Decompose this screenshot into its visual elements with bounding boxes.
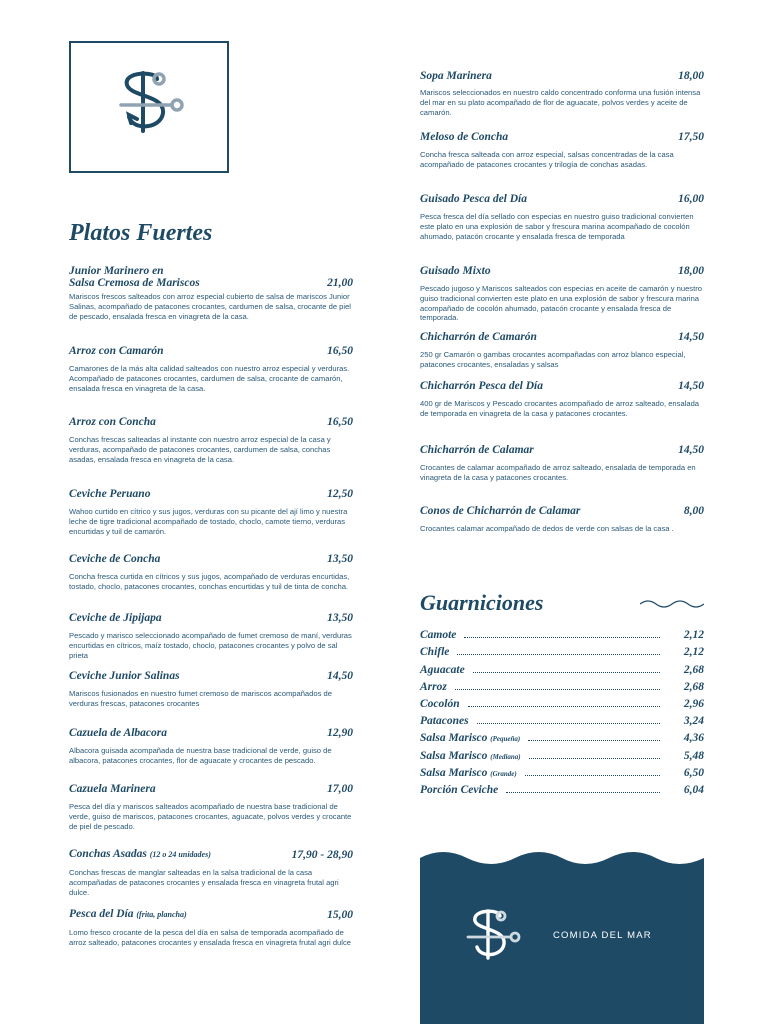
- item-price: 21,00: [327, 277, 353, 289]
- item-price: 13,50: [327, 612, 353, 624]
- item-price: 18,00: [678, 265, 704, 277]
- side-item: [420, 658, 704, 675]
- item-name-text: Conchas Asadas: [69, 848, 147, 860]
- item-name: Ceviche Junior Salinas: [69, 670, 180, 682]
- item-name: Guisado Mixto: [420, 265, 491, 277]
- guarniciones-list: [420, 624, 704, 796]
- side-name-text: Salsa Marisco: [420, 766, 488, 779]
- item-price: 14,50: [678, 380, 704, 392]
- menu-item: [69, 612, 353, 660]
- item-price: 14,50: [327, 670, 353, 682]
- menu-item: [420, 265, 704, 323]
- menu-item: [69, 783, 353, 831]
- menu-item: [69, 488, 353, 536]
- dot-leader: [473, 672, 660, 673]
- side-item: [420, 676, 704, 693]
- item-description: Conchas frescas salteadas al instante con nuestro arroz especial de la casa y verduras, acompañado de patacones crocantes, cardumen de salsa, conchas asadas, ensalada fresca en vinagreta de la casa.: [69, 435, 331, 464]
- dot-leader: [528, 740, 660, 741]
- side-price: 2,96: [683, 697, 704, 710]
- item-price: 17,90 - 28,90: [291, 849, 353, 861]
- side-name: Arroz: [420, 680, 447, 693]
- menu-item: [420, 70, 704, 117]
- item-price: 17,00: [327, 783, 353, 795]
- menu-item: [420, 131, 704, 170]
- item-name: Ceviche Peruano: [69, 488, 151, 500]
- item-price: 14,50: [678, 331, 704, 343]
- side-price: 6,04: [683, 783, 704, 796]
- side-item: [420, 693, 704, 710]
- item-description: 400 gr de Mariscos y Pescado crocantes acompañado de arroz salteado, ensalada de temporada en vinagreta de la casa y patacones crocantes.: [420, 399, 700, 418]
- item-name: Ceviche de Concha: [69, 553, 161, 565]
- item-description: Pesca fresca del día sellado con especias en nuestro guiso tradicional convierten este plato en una explosión de sabor y frescura marina acompañado de cocolón ahumado, patacón crocante y ensalada fresca de temporada: [420, 212, 694, 241]
- item-name: Sopa Marinera: [420, 70, 492, 82]
- dot-leader: [477, 723, 660, 724]
- item-description: Lomo fresco crocante de la pesca del día en salsa de temporada acompañado de arroz salteado, patacones crocantes y ensalada fresca en vinagreta frutal agri dulce: [69, 928, 351, 947]
- item-name: Conos de Chicharrón de Calamar: [420, 505, 581, 517]
- logo-box: [69, 41, 229, 173]
- side-price: 5,48: [683, 749, 704, 762]
- dot-leader: [455, 689, 660, 690]
- item-price: 14,50: [678, 444, 704, 456]
- side-name: [420, 767, 517, 779]
- menu-item: [420, 380, 704, 419]
- dot-leader: [529, 758, 660, 759]
- dot-leader: [457, 654, 660, 655]
- menu-item: [69, 345, 353, 393]
- item-description: Mariscos fusionados en nuestro fumet cremoso de mariscos acompañados de verduras frescas, patacones crocantes: [69, 689, 332, 708]
- dot-leader: [468, 706, 660, 707]
- side-name: Porción Ceviche: [420, 783, 499, 796]
- item-description: Pescado jugoso y Mariscos salteados con especias en aceite de camarón y nuestro guiso tradicional convierten este plato en una explosión de sabor y frescura marina acompañado de cocolón ahumado, patacón crocante y ensalada fresca de temporada.: [420, 284, 702, 323]
- item-note: (frita, plancha): [136, 910, 187, 919]
- menu-item: [69, 908, 353, 948]
- side-item: [420, 727, 704, 744]
- side-item: [420, 779, 704, 796]
- item-price: 12,50: [327, 488, 353, 500]
- item-name: Arroz con Camarón: [69, 345, 164, 357]
- item-description: Camarones de la más alta calidad salteados con nuestro arroz especial y verduras. Acompañado de patacones crocantes, cardumen de salsa, crocante de camarón, ensalada fresca en vinagreta de la casa.: [69, 364, 350, 393]
- side-price: 2,12: [683, 629, 704, 642]
- side-note: (Grande): [490, 769, 517, 778]
- menu-item: [420, 193, 704, 241]
- menu-item: [69, 848, 353, 897]
- item-description: Wahoo curtido en cítrico y sus jugos, verduras con su picante del ají limo y nuestra leche de tigre tradicional acompañado de tostado, choclo, camote tierno, verduras encurtidas y tuil de camarón.: [69, 507, 348, 536]
- side-price: 6,50: [683, 766, 704, 779]
- side-note: (Mediana): [490, 752, 521, 761]
- side-name: Camote: [420, 629, 457, 642]
- side-item: [420, 641, 704, 658]
- item-price: 17,50: [678, 131, 704, 143]
- side-note: (Pequeña): [490, 735, 521, 744]
- side-name: Aguacate: [420, 663, 465, 676]
- item-description: Mariscos frescos salteados con arroz especial cubierto de salsa de mariscos Junior Salinas, acompañado de patacones crocantes, cardumen de salsa, crocante de piel de pescado, ensalada fresca en vinagreta de la casa.: [69, 292, 351, 321]
- item-name: Chicharrón Pesca del Día: [420, 380, 543, 392]
- item-price: 8,00: [683, 505, 704, 517]
- side-price: 2,68: [683, 680, 704, 693]
- side-item: [420, 624, 704, 641]
- side-price: 3,24: [683, 715, 704, 728]
- item-price: 13,50: [327, 553, 353, 565]
- item-price: 16,00: [678, 193, 704, 205]
- item-name: Guisado Pesca del Día: [420, 193, 528, 205]
- item-description: 250 gr Camarón o gambas crocantes acompañadas con arroz blanco especial, patacones crocantes, ensaladas y salsas: [420, 350, 686, 369]
- item-description: Crocantes de calamar acompañado de arroz salteado, ensalada de temporada en vinagreta de la casa y patacones crocantes.: [420, 463, 696, 482]
- item-name: Meloso de Concha: [420, 131, 509, 143]
- wave-decoration-icon: [640, 598, 704, 610]
- side-name-text: Salsa Marisco: [420, 732, 488, 745]
- side-price: 2,68: [683, 663, 704, 676]
- item-name: [69, 908, 187, 921]
- side-item: [420, 744, 704, 761]
- item-price: 15,00: [327, 909, 353, 921]
- side-name: [420, 732, 520, 744]
- item-note: (12 o 24 unidades): [149, 850, 211, 859]
- menu-item: [69, 670, 353, 709]
- brand-tagline: COMIDA DEL MAR: [553, 930, 652, 941]
- side-name: Cocolón: [420, 697, 460, 710]
- dot-leader: [506, 792, 660, 793]
- item-description: Pesca del día y mariscos salteados acompañado de nuestra base tradicional de verde, guiso de mariscos, patacones crocantes, aguacate, polvos verdes y crocante de piel de pescado.: [69, 802, 352, 831]
- dot-leader: [464, 637, 660, 638]
- menu-item: [69, 416, 353, 464]
- item-description: Albacora guisada acompañada de nuestra base tradicional de verde, guiso de albacora, patacones crocantes, flor de aguacate y crocantes de pescado.: [69, 746, 332, 765]
- item-price: 18,00: [678, 70, 704, 82]
- item-description: Pescado y marisco seleccionado acompañado de fumet cremoso de maní, verduras encurtidas en cítricos, maíz tostado, choclo, patacones crocantes y polvo de sal prieta: [69, 631, 352, 660]
- item-description: Conchas frescas de manglar salteadas en la salsa tradicional de la casa acompañadas de patacones crocantes y ensalada fresca en vinagreta frutal agri dulce.: [69, 868, 339, 897]
- side-price: 4,36: [683, 732, 704, 745]
- item-name: [69, 848, 211, 861]
- item-name: Cazuela de Albacora: [69, 727, 167, 739]
- item-description: Crocantes calamar acompañado de dedos de verde con salsas de la casa .: [420, 524, 674, 533]
- side-name-text: Salsa Marisco: [420, 749, 488, 762]
- menu-item: [420, 444, 704, 483]
- side-name: Chifle: [420, 646, 450, 659]
- item-price: 12,90: [327, 727, 353, 739]
- side-price: 2,12: [683, 646, 704, 659]
- item-name-text: Pesca del Día: [69, 908, 134, 920]
- item-description: Concha fresca salteada con arroz especial, salsas concentradas de la casa acompañado de patacones crocantes y trilogía de conchas asadas.: [420, 150, 674, 169]
- menu-item: [69, 265, 353, 321]
- dot-leader: [525, 775, 660, 776]
- item-description: Concha fresca curtida en cítricos y sus jugos, acompañado de verduras encurtidas, tostado, choclo, patacones crocantes, conchas encurtidas y tuil de tinta de concha.: [69, 572, 350, 591]
- item-description: Mariscos seleccionados en nuestro caldo concentrado conforma una fusión intensa del mar en su plato acompañado de flor de aguacate, polvos verdes y aceite de camarón.: [420, 88, 701, 117]
- item-name: Junior Marinero en Salsa Cremosa de Mariscos: [69, 265, 200, 289]
- item-name: Arroz con Concha: [69, 416, 156, 428]
- hook-logo-icon: [113, 69, 189, 141]
- side-name: Patacones: [420, 715, 469, 728]
- menu-item: [420, 331, 704, 370]
- section-title-guarniciones: Guarniciones: [420, 590, 544, 615]
- item-name: Ceviche de Jipijapa: [69, 612, 162, 624]
- section-title-platos-fuertes: Platos Fuertes: [69, 220, 213, 246]
- item-name: Cazuela Marinera: [69, 783, 156, 795]
- menu-item: [420, 505, 704, 534]
- item-price: 16,50: [327, 416, 353, 428]
- side-item: [420, 762, 704, 779]
- item-price: 16,50: [327, 345, 353, 357]
- item-name: Chicharrón de Calamar: [420, 444, 534, 456]
- side-name: [420, 750, 521, 762]
- side-item: [420, 710, 704, 727]
- menu-item: [69, 727, 353, 766]
- item-name: Chicharrón de Camarón: [420, 331, 537, 343]
- menu-item: [69, 553, 353, 592]
